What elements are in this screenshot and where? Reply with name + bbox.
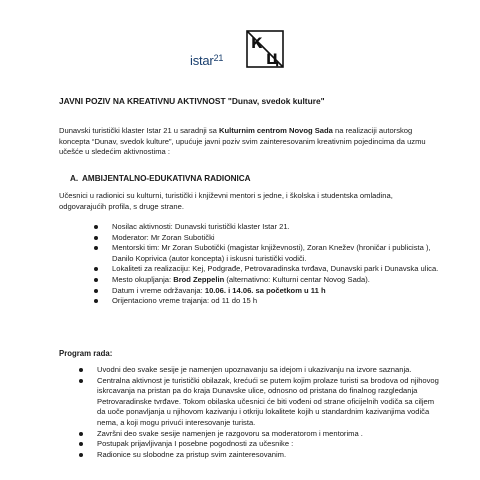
bullet-icon: [94, 278, 98, 282]
section-a-text: Učesnici u radionici su kulturni, turistički i književni mentori s jedne, i školska i studentska omladina, odgovarajućih profila, s druge strane.: [59, 191, 393, 211]
kc-letter-c: Ц: [266, 52, 279, 68]
intro-paragraph: [59, 126, 441, 158]
bullet-icon: [94, 299, 98, 303]
section-a-heading: [70, 174, 251, 183]
bullet-icon: [79, 368, 83, 372]
list-item: Moderator: Mr Zoran Subotički: [94, 233, 444, 244]
istar-logo-number: 21: [213, 53, 224, 63]
bullet-icon: [94, 267, 98, 271]
bullet-icon: [79, 453, 83, 457]
intro-partner: Kulturnim centrom Novog Sada: [218, 126, 333, 135]
list-item: Uvodni deo svake sesije je namenjen upoznavanju sa idejom i ukazivanju na izvore saznanja.: [79, 365, 444, 376]
list-item: Završni deo svake sesije namenjen je razgovoru sa moderatorom i mentorima .: [79, 429, 444, 440]
program-heading: Program rada:: [59, 349, 113, 358]
bullet-icon: [79, 379, 83, 383]
intro-organizer: Dunavski turistički klaster Istar 21: [59, 126, 172, 135]
document-title: JAVNI POZIV NA KREATIVNU AKTIVNOST "Dunav, svedok kulture": [59, 96, 325, 106]
section-a-letter: A.: [70, 174, 79, 183]
list-item: Orijentaciono vreme trajanja: od 11 do 15 h: [94, 296, 444, 307]
list-item: Mesto okupljanja: Brod Zeppelin (alternativno: Kulturni centar Novog Sada).: [94, 275, 444, 286]
list-item: Mentorski tim: Mr Zoran Subotički (magistar književnosti), Zoran Knežev (hroničar i publicista ), Danilo Koprivica (autor koncepta) i iskusni turistički vodiči.: [94, 243, 444, 264]
event-dates: 10.06. i 14.06. sa početkom u 11 h: [204, 285, 326, 295]
list-item: Nosilac aktivnosti: Dunavski turistički klaster Istar 21.: [94, 222, 444, 233]
istar21-logo: [190, 53, 223, 68]
meeting-place: Brod Zeppelin: [173, 274, 225, 284]
bullet-icon: [94, 246, 98, 250]
intro-body: na realizaciji autorskog koncepta “Dunav, svedok kulture”, upućuje javni poziv svim zainteresovanim kreativnim pojedincima da uzmu učešće u sledećim aktivnostima :: [59, 126, 426, 157]
section-a-title: AMBIJENTALNO-EDUKATIVNA RADIONICA: [82, 174, 251, 183]
list-item: Datum i vreme održavanja: 10.06. i 14.06. sa početkom u 11 h: [94, 286, 444, 297]
bullet-icon: [79, 442, 83, 446]
kc-letter-k: К: [251, 36, 263, 52]
activity-details-list: [94, 222, 444, 307]
list-item: Radionice su slobodne za pristup svim zainteresovanim.: [79, 450, 444, 461]
bullet-icon: [94, 236, 98, 240]
list-item: Lokaliteti za realizaciju: Kej, Podgrađe, Petrovaradinska tvrđava, Dunavski park i Dunavska ulica.: [94, 264, 444, 275]
list-item: Centralna aktivnost je turistički obilazak, krećući se putem kojim prolaze turisti sa brodova od njihovog iskrcavanja na pristan pa do kraja Dunavske ulice, odnosno od pristana do finalnog razgledanja Petrovaradinske tvrđave. Tokom obilaska učesnici će biti vođeni od strane oficijelnih vodiča sa ciljem da uoče ponavljanja u njihovom kazivanju i otkriju lokalitete kojih u standardnim kazivanjima vodiča nema, a koji mogu privući interesovanje turista.: [79, 376, 444, 429]
istar-logo-text: istar: [190, 53, 214, 68]
program-list: [79, 365, 444, 460]
bullet-icon: [79, 432, 83, 436]
bullet-icon: [94, 289, 98, 293]
intro-connector: u saradnji sa: [171, 126, 219, 135]
list-item: Postupak prijavljivanja I posebne pogodnosti za učesnike :: [79, 439, 444, 450]
bullet-icon: [94, 225, 98, 229]
kulturni-centar-logo: [244, 28, 286, 70]
